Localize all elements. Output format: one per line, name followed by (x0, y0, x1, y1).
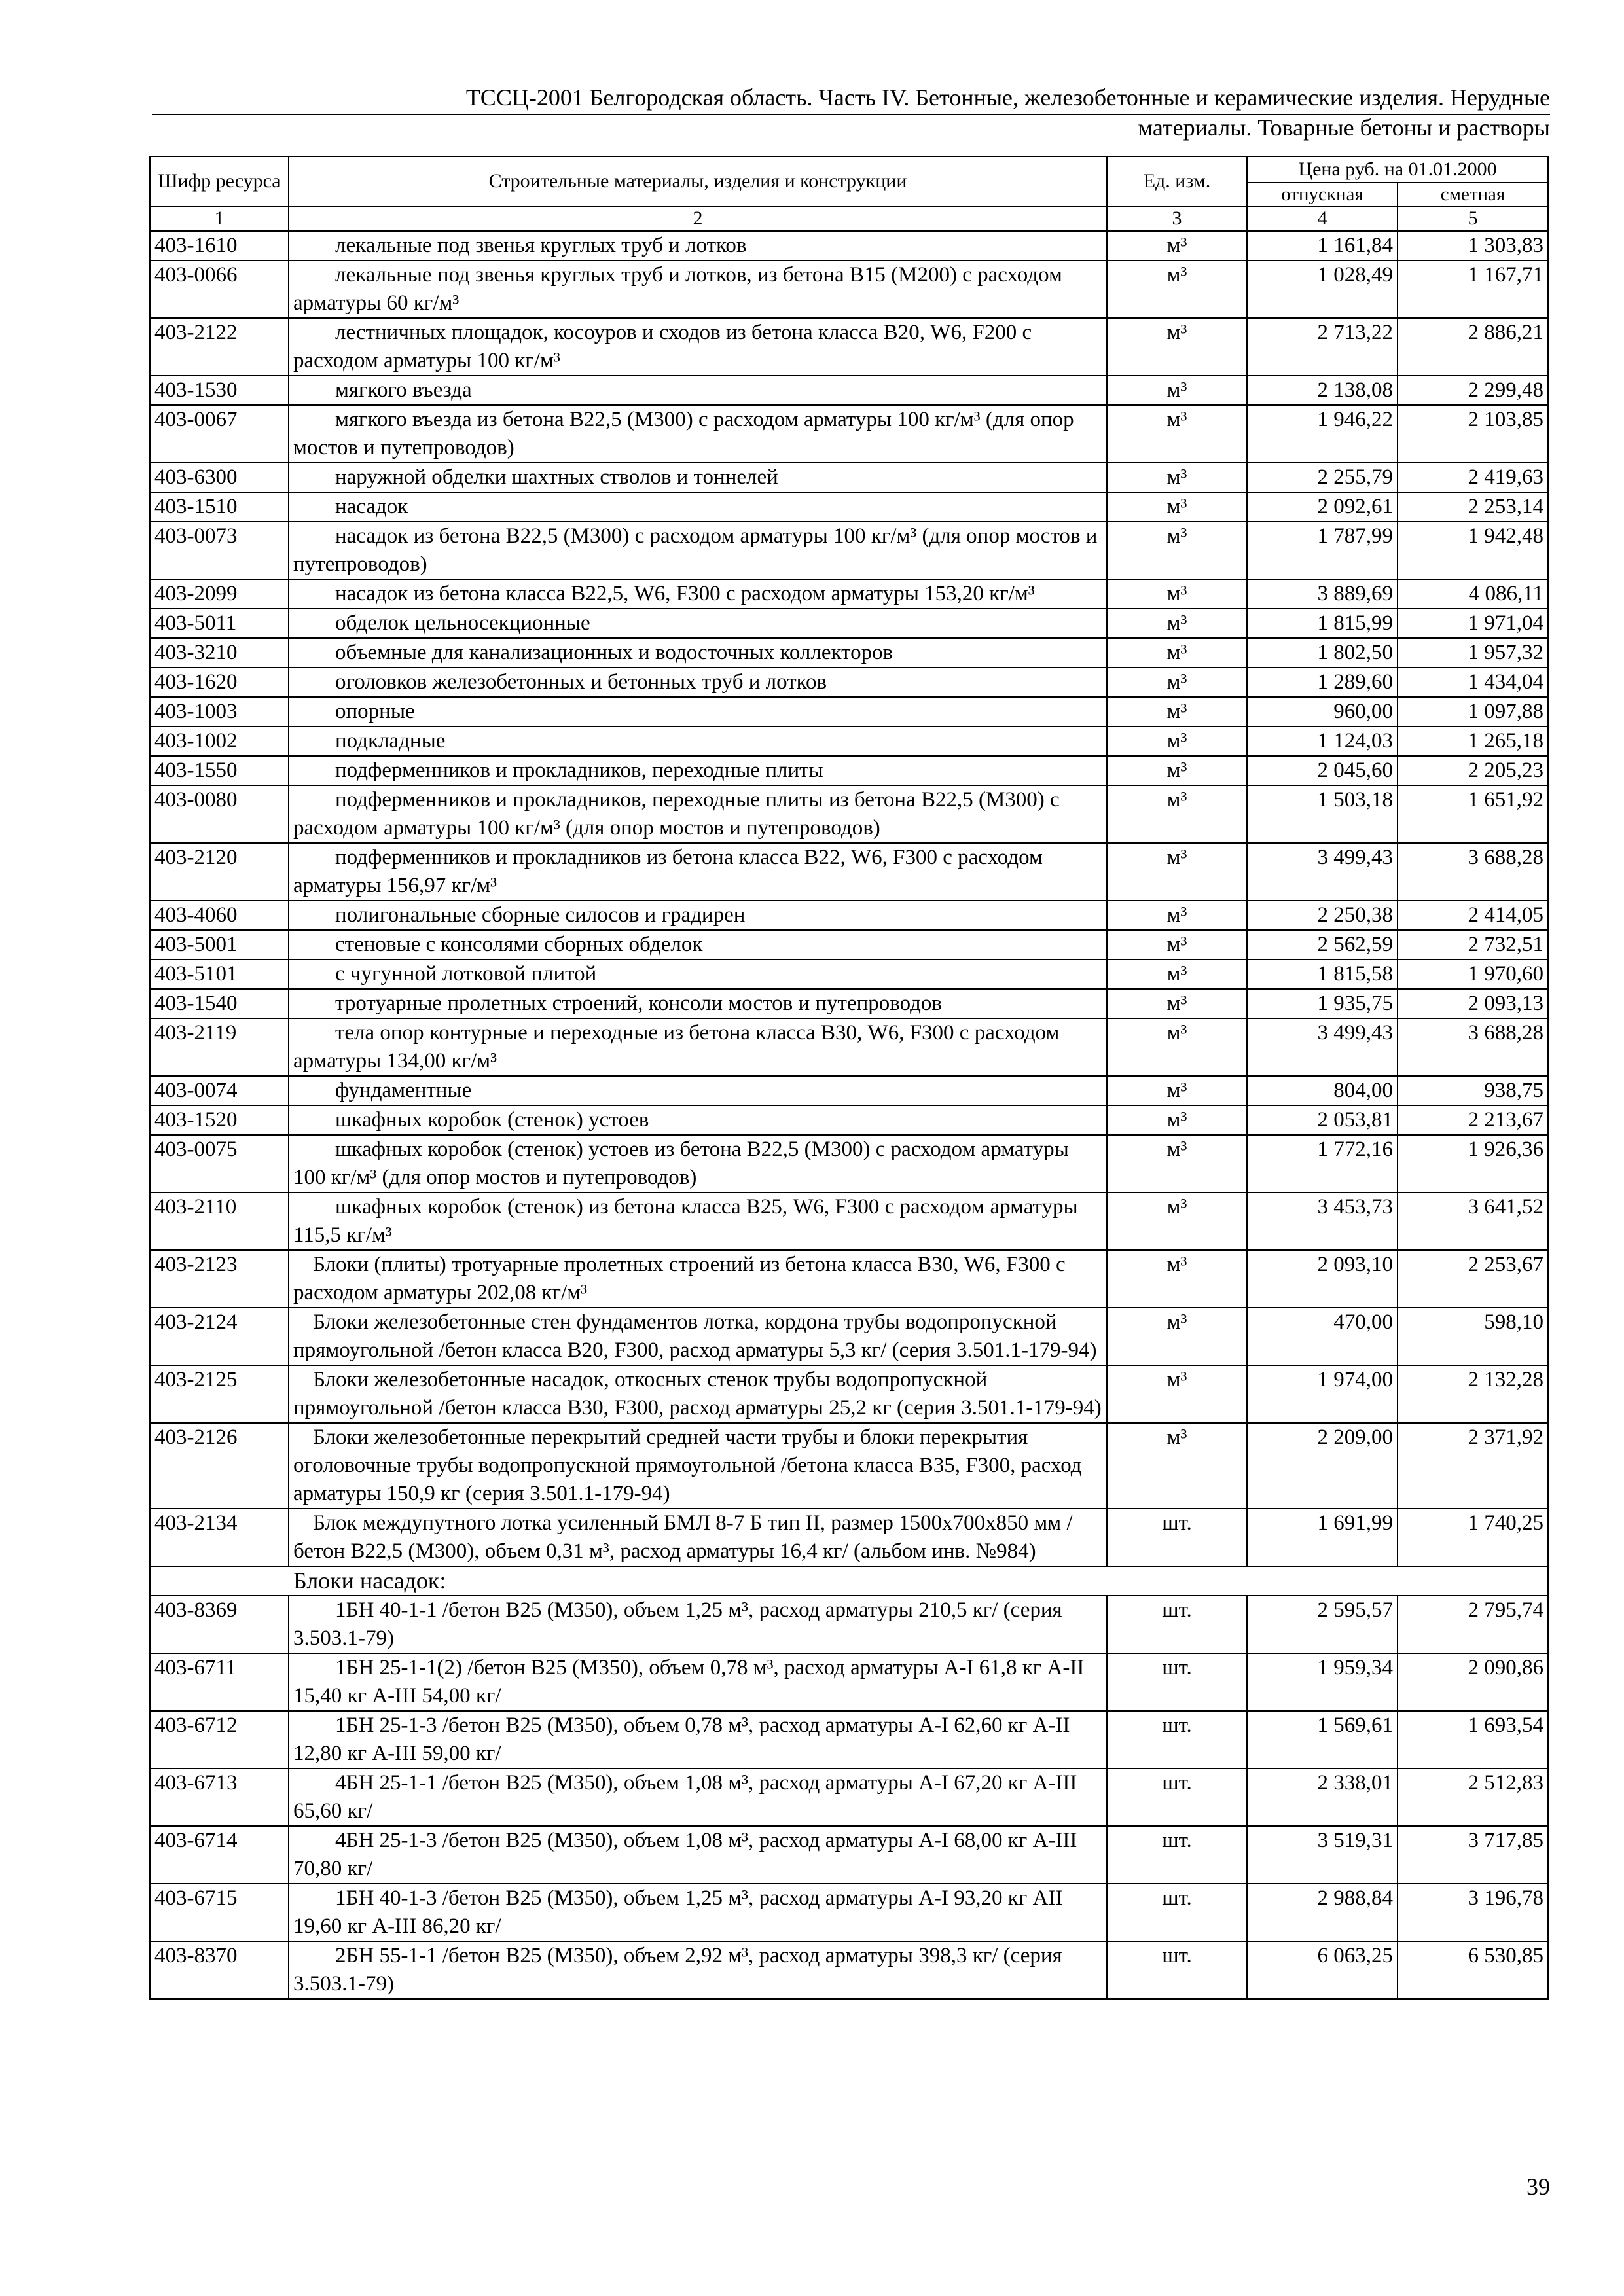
table-row (150, 756, 1548, 785)
unit: м³ (1107, 522, 1247, 579)
material-name: фундаментные (289, 1076, 1107, 1105)
release-price: 1 802,50 (1247, 638, 1398, 668)
release-price: 1 935,75 (1247, 989, 1398, 1018)
material-name: 1БН 40-1-1 /бетон В25 (М350), объем 1,25 м³, расход арматуры 210,5 кг/ (серия 3.503.1-79) (289, 1596, 1107, 1653)
resource-code: 403-1510 (150, 492, 289, 522)
estimate-price: 2 253,67 (1398, 1250, 1548, 1308)
resource-code: 403-6714 (150, 1826, 289, 1884)
unit: шт. (1107, 1509, 1247, 1566)
table-row (150, 522, 1548, 579)
table-row (150, 1308, 1548, 1365)
resource-code: 403-5011 (150, 609, 289, 638)
section-row (150, 1566, 1548, 1596)
material-name: Блок междупутного лотка усиленный БМЛ 8-7 Б тип II, размер 1500х700х850 мм /бетон В22,5 (М300), объем 0,31 м³, расход арматуры 16,4 кг/ (альбом инв. №984) (289, 1509, 1107, 1566)
material-name: насадок (289, 492, 1107, 522)
unit: м³ (1107, 726, 1247, 756)
resource-code: 403-0066 (150, 260, 289, 318)
estimate-price: 1 971,04 (1398, 609, 1548, 638)
unit: м³ (1107, 1250, 1247, 1308)
resource-code: 403-6712 (150, 1711, 289, 1768)
table-row (150, 1596, 1548, 1653)
unit: м³ (1107, 1308, 1247, 1365)
table-row (150, 1135, 1548, 1193)
material-name: с чугунной лотковой плитой (289, 960, 1107, 989)
col-number-3: 3 (1107, 206, 1247, 231)
table-row (150, 1018, 1548, 1076)
material-name: оголовков железобетонных и бетонных труб и лотков (289, 668, 1107, 697)
material-name: шкафных коробок (стенок) устоев из бетона В22,5 (М300) с расходом арматуры 100 кг/м³ (для опор мостов и путепроводов) (289, 1135, 1107, 1193)
unit: м³ (1107, 376, 1247, 405)
table-row (150, 1826, 1548, 1884)
release-price: 1 815,99 (1247, 609, 1398, 638)
col-number-4: 4 (1247, 206, 1398, 231)
resource-code: 403-6711 (150, 1653, 289, 1711)
page-number: 39 (1526, 2174, 1550, 2200)
release-price: 2 713,22 (1247, 318, 1398, 376)
material-name: тротуарные пролетных строений, консоли мостов и путепроводов (289, 989, 1107, 1018)
unit: м³ (1107, 989, 1247, 1018)
material-name: 1БН 25-1-3 /бетон В25 (М350), объем 0,78 м³, расход арматуры А-I 62,60 кг А-II 12,80 кг А-III 59,00 кг/ (289, 1711, 1107, 1768)
price-table (149, 156, 1549, 2000)
table-row (150, 260, 1548, 318)
release-price: 1 503,18 (1247, 785, 1398, 843)
estimate-price: 2 093,13 (1398, 989, 1548, 1018)
release-price: 3 453,73 (1247, 1193, 1398, 1250)
unit: м³ (1107, 843, 1247, 901)
header-line-1: ТССЦ-2001 Белгородская область. Часть IV. Бетонные, железобетонные и керамические изделия. Нерудные (465, 84, 1550, 111)
release-price: 2 338,01 (1247, 1768, 1398, 1826)
material-name: опорные (289, 697, 1107, 726)
release-price: 3 499,43 (1247, 843, 1398, 901)
release-price: 3 519,31 (1247, 1826, 1398, 1884)
resource-code: 403-1530 (150, 376, 289, 405)
resource-code: 403-5101 (150, 960, 289, 989)
unit: м³ (1107, 609, 1247, 638)
header-rule (152, 114, 1550, 115)
estimate-price: 2 414,05 (1398, 901, 1548, 930)
material-name: подферменников и прокладников, переходные плиты из бетона В22,5 (М300) с расходом арматуры 100 кг/м³ (для опор мостов и путепроводов) (289, 785, 1107, 843)
unit: шт. (1107, 1884, 1247, 1941)
material-name: обделок цельносекционные (289, 609, 1107, 638)
estimate-price: 3 717,85 (1398, 1826, 1548, 1884)
table-row (150, 1076, 1548, 1105)
material-name: мягкого въезда из бетона В22,5 (М300) с расходом арматуры 100 кг/м³ (для опор мостов и путепроводов) (289, 405, 1107, 463)
estimate-price: 1 167,71 (1398, 260, 1548, 318)
table-row (150, 1768, 1548, 1826)
resource-code: 403-1610 (150, 231, 289, 260)
unit: м³ (1107, 579, 1247, 609)
table-row (150, 492, 1548, 522)
unit: м³ (1107, 1018, 1247, 1076)
release-price: 470,00 (1247, 1308, 1398, 1365)
material-name: Блоки железобетонные насадок, откосных стенок трубы водопропускной прямоугольной /бетон класса В30, F300, расход арматуры 25,2 кг (серия 3.501.1-179-94) (289, 1365, 1107, 1423)
release-price: 1 815,58 (1247, 960, 1398, 989)
release-price: 3 889,69 (1247, 579, 1398, 609)
release-price: 1 161,84 (1247, 231, 1398, 260)
estimate-price: 3 196,78 (1398, 1884, 1548, 1941)
col-header-name: Строительные материалы, изделия и конструкции (289, 156, 1107, 206)
release-price: 1 772,16 (1247, 1135, 1398, 1193)
material-name: насадок из бетона класса В22,5, W6, F300 с расходом арматуры 153,20 кг/м³ (289, 579, 1107, 609)
table-row (150, 843, 1548, 901)
estimate-price: 2 132,28 (1398, 1365, 1548, 1423)
resource-code: 403-1620 (150, 668, 289, 697)
unit: м³ (1107, 492, 1247, 522)
table-row (150, 668, 1548, 697)
unit: м³ (1107, 1105, 1247, 1135)
unit: шт. (1107, 1653, 1247, 1711)
table-row (150, 318, 1548, 376)
resource-code: 403-5001 (150, 930, 289, 960)
unit: м³ (1107, 901, 1247, 930)
header-line-2: материалы. Товарные бетоны и растворы (1138, 115, 1550, 141)
estimate-price: 1 970,60 (1398, 960, 1548, 989)
material-name: подкладные (289, 726, 1107, 756)
material-name: подферменников и прокладников из бетона класса В22, W6, F300 с расходом арматуры 156,97 кг/м³ (289, 843, 1107, 901)
estimate-price: 1 303,83 (1398, 231, 1548, 260)
unit: шт. (1107, 1941, 1247, 1999)
material-name: 4БН 25-1-3 /бетон В25 (М350), объем 1,08 м³, расход арматуры А-I 68,00 кг А-III 70,80 кг/ (289, 1826, 1107, 1884)
table-row (150, 609, 1548, 638)
unit: м³ (1107, 260, 1247, 318)
table-row (150, 1884, 1548, 1941)
unit: шт. (1107, 1768, 1247, 1826)
table-row (150, 1423, 1548, 1509)
release-price: 2 209,00 (1247, 1423, 1398, 1509)
material-name: Блоки железобетонные стен фундаментов лотка, кордона трубы водопропускной прямоугольной /бетон класса В20, F300, расход арматуры 5,3 кг/ (серия 3.501.1-179-94) (289, 1308, 1107, 1365)
estimate-price: 6 530,85 (1398, 1941, 1548, 1999)
unit: м³ (1107, 638, 1247, 668)
release-price: 2 255,79 (1247, 463, 1398, 492)
table-row (150, 1711, 1548, 1768)
unit: м³ (1107, 785, 1247, 843)
resource-code: 403-1550 (150, 756, 289, 785)
col-header-code: Шифр ресурса (150, 156, 289, 206)
estimate-price: 2 299,48 (1398, 376, 1548, 405)
release-price: 1 569,61 (1247, 1711, 1398, 1768)
table-row (150, 638, 1548, 668)
resource-code: 403-8370 (150, 1941, 289, 1999)
release-price: 1 691,99 (1247, 1509, 1398, 1566)
release-price: 2 045,60 (1247, 756, 1398, 785)
resource-code: 403-2134 (150, 1509, 289, 1566)
estimate-price: 1 097,88 (1398, 697, 1548, 726)
table-row (150, 1653, 1548, 1711)
unit: м³ (1107, 697, 1247, 726)
table-row (150, 405, 1548, 463)
table-row (150, 930, 1548, 960)
resource-code: 403-6713 (150, 1768, 289, 1826)
col-header-unit: Ед. изм. (1107, 156, 1247, 206)
estimate-price: 1 434,04 (1398, 668, 1548, 697)
unit: м³ (1107, 463, 1247, 492)
estimate-price: 2 886,21 (1398, 318, 1548, 376)
material-name: насадок из бетона В22,5 (М300) с расходом арматуры 100 кг/м³ (для опор мостов и путепроводов) (289, 522, 1107, 579)
material-name: шкафных коробок (стенок) устоев (289, 1105, 1107, 1135)
unit: шт. (1107, 1711, 1247, 1768)
material-name: объемные для канализационных и водосточных коллекторов (289, 638, 1107, 668)
resource-code: 403-2123 (150, 1250, 289, 1308)
estimate-price: 1 693,54 (1398, 1711, 1548, 1768)
section-title: Блоки насадок: (150, 1566, 1548, 1596)
resource-code: 403-2120 (150, 843, 289, 901)
release-price: 2 562,59 (1247, 930, 1398, 960)
estimate-price: 3 688,28 (1398, 843, 1548, 901)
table-row (150, 960, 1548, 989)
estimate-price: 1 651,92 (1398, 785, 1548, 843)
table-row (150, 989, 1548, 1018)
resource-code: 403-0073 (150, 522, 289, 579)
resource-code: 403-6300 (150, 463, 289, 492)
release-price: 1 959,34 (1247, 1653, 1398, 1711)
resource-code: 403-1520 (150, 1105, 289, 1135)
table-row (150, 231, 1548, 260)
estimate-price: 938,75 (1398, 1076, 1548, 1105)
table-row (150, 1365, 1548, 1423)
unit: м³ (1107, 1423, 1247, 1509)
material-name: 4БН 25-1-1 /бетон В25 (М350), объем 1,08 м³, расход арматуры А-I 67,20 кг А-III 65,60 кг/ (289, 1768, 1107, 1826)
estimate-price: 598,10 (1398, 1308, 1548, 1365)
material-name: 2БН 55-1-1 /бетон В25 (М350), объем 2,92 м³, расход арматуры 398,3 кг/ (серия 3.503.1-79) (289, 1941, 1107, 1999)
resource-code: 403-2110 (150, 1193, 289, 1250)
unit: м³ (1107, 1193, 1247, 1250)
release-price: 3 499,43 (1247, 1018, 1398, 1076)
col-header-price: Цена руб. на 01.01.2000 (1247, 156, 1548, 183)
resource-code: 403-0067 (150, 405, 289, 463)
resource-code: 403-6715 (150, 1884, 289, 1941)
release-price: 804,00 (1247, 1076, 1398, 1105)
estimate-price: 1 926,36 (1398, 1135, 1548, 1193)
estimate-price: 2 213,67 (1398, 1105, 1548, 1135)
material-name: 1БН 25-1-1(2) /бетон В25 (М350), объем 0,78 м³, расход арматуры А-I 61,8 кг А-II 15,40 кг А-III 54,00 кг/ (289, 1653, 1107, 1711)
unit: м³ (1107, 930, 1247, 960)
material-name: мягкого въезда (289, 376, 1107, 405)
table-row (150, 1509, 1548, 1566)
resource-code: 403-1003 (150, 697, 289, 726)
unit: м³ (1107, 1365, 1247, 1423)
estimate-price: 2 795,74 (1398, 1596, 1548, 1653)
unit: м³ (1107, 668, 1247, 697)
resource-code: 403-4060 (150, 901, 289, 930)
estimate-price: 2 103,85 (1398, 405, 1548, 463)
resource-code: 403-2124 (150, 1308, 289, 1365)
resource-code: 403-0074 (150, 1076, 289, 1105)
unit: м³ (1107, 231, 1247, 260)
material-name: 1БН 40-1-3 /бетон В25 (М350), объем 1,25 м³, расход арматуры А-I 93,20 кг АII 19,60 кг А-III 86,20 кг/ (289, 1884, 1107, 1941)
resource-code: 403-2099 (150, 579, 289, 609)
table-row (150, 376, 1548, 405)
unit: м³ (1107, 756, 1247, 785)
table-row (150, 726, 1548, 756)
material-name: шкафных коробок (стенок) из бетона класса В25, W6, F300 с расходом арматуры 115,5 кг/м³ (289, 1193, 1107, 1250)
release-price: 2 250,38 (1247, 901, 1398, 930)
resource-code: 403-1540 (150, 989, 289, 1018)
resource-code: 403-2119 (150, 1018, 289, 1076)
material-name: лекальные под звенья круглых труб и лотков, из бетона В15 (М200) с расходом арматуры 60 кг/м³ (289, 260, 1107, 318)
release-price: 1 028,49 (1247, 260, 1398, 318)
resource-code: 403-0080 (150, 785, 289, 843)
unit: м³ (1107, 960, 1247, 989)
resource-code: 403-0075 (150, 1135, 289, 1193)
release-price: 2 988,84 (1247, 1884, 1398, 1941)
resource-code: 403-2122 (150, 318, 289, 376)
estimate-price: 1 265,18 (1398, 726, 1548, 756)
col-number-2: 2 (289, 206, 1107, 231)
material-name: лестничных площадок, косоуров и сходов из бетона класса В20, W6, F200 с расходом арматуры 100 кг/м³ (289, 318, 1107, 376)
estimate-price: 4 086,11 (1398, 579, 1548, 609)
release-price: 2 138,08 (1247, 376, 1398, 405)
unit: м³ (1107, 1135, 1247, 1193)
unit: шт. (1107, 1596, 1247, 1653)
unit: м³ (1107, 405, 1247, 463)
release-price: 1 946,22 (1247, 405, 1398, 463)
resource-code: 403-2126 (150, 1423, 289, 1509)
table-row (150, 697, 1548, 726)
release-price: 2 092,61 (1247, 492, 1398, 522)
material-name: стеновые с консолями сборных обделок (289, 930, 1107, 960)
table-body (150, 231, 1548, 1999)
table-row (150, 579, 1548, 609)
resource-code: 403-8369 (150, 1596, 289, 1653)
col-header-estimate: сметная (1398, 183, 1548, 206)
resource-code: 403-2125 (150, 1365, 289, 1423)
estimate-price: 1 957,32 (1398, 638, 1548, 668)
estimate-price: 2 419,63 (1398, 463, 1548, 492)
release-price: 1 124,03 (1247, 726, 1398, 756)
unit: м³ (1107, 1076, 1247, 1105)
col-number-5: 5 (1398, 206, 1548, 231)
material-name: наружной обделки шахтных стволов и тоннелей (289, 463, 1107, 492)
release-price: 2 053,81 (1247, 1105, 1398, 1135)
material-name: полигональные сборные силосов и градирен (289, 901, 1107, 930)
material-name: Блоки железобетонные перекрытий средней части трубы и блоки перекрытия оголовочные трубы водопропускной прямоугольной /бетона класса В35, F300, расход арматуры 150,9 кг (серия 3.501.1-179-94) (289, 1423, 1107, 1509)
estimate-price: 1 740,25 (1398, 1509, 1548, 1566)
table-row (150, 1105, 1548, 1135)
table-row (150, 463, 1548, 492)
release-price: 960,00 (1247, 697, 1398, 726)
release-price: 1 974,00 (1247, 1365, 1398, 1423)
estimate-price: 2 090,86 (1398, 1653, 1548, 1711)
page-header (152, 82, 1550, 143)
release-price: 2 595,57 (1247, 1596, 1398, 1653)
resource-code: 403-3210 (150, 638, 289, 668)
table-row (150, 785, 1548, 843)
release-price: 2 093,10 (1247, 1250, 1398, 1308)
material-name: Блоки (плиты) тротуарные пролетных строений из бетона класса В30, W6, F300 с расходом арматуры 202,08 кг/м³ (289, 1250, 1107, 1308)
estimate-price: 3 641,52 (1398, 1193, 1548, 1250)
table-row (150, 901, 1548, 930)
material-name: тела опор контурные и переходные из бетона класса В30, W6, F300 с расходом арматуры 134,00 кг/м³ (289, 1018, 1107, 1076)
release-price: 1 787,99 (1247, 522, 1398, 579)
col-number-1: 1 (150, 206, 289, 231)
table-row (150, 1193, 1548, 1250)
estimate-price: 2 512,83 (1398, 1768, 1548, 1826)
resource-code: 403-1002 (150, 726, 289, 756)
material-name: подферменников и прокладников, переходные плиты (289, 756, 1107, 785)
release-price: 1 289,60 (1247, 668, 1398, 697)
estimate-price: 2 205,23 (1398, 756, 1548, 785)
material-name: лекальные под звенья круглых труб и лотков (289, 231, 1107, 260)
estimate-price: 1 942,48 (1398, 522, 1548, 579)
estimate-price: 2 732,51 (1398, 930, 1548, 960)
unit: м³ (1107, 318, 1247, 376)
estimate-price: 3 688,28 (1398, 1018, 1548, 1076)
unit: шт. (1107, 1826, 1247, 1884)
table-row (150, 1250, 1548, 1308)
estimate-price: 2 371,92 (1398, 1423, 1548, 1509)
estimate-price: 2 253,14 (1398, 492, 1548, 522)
release-price: 6 063,25 (1247, 1941, 1398, 1999)
table-row (150, 1941, 1548, 1999)
col-header-release: отпускная (1247, 183, 1398, 206)
